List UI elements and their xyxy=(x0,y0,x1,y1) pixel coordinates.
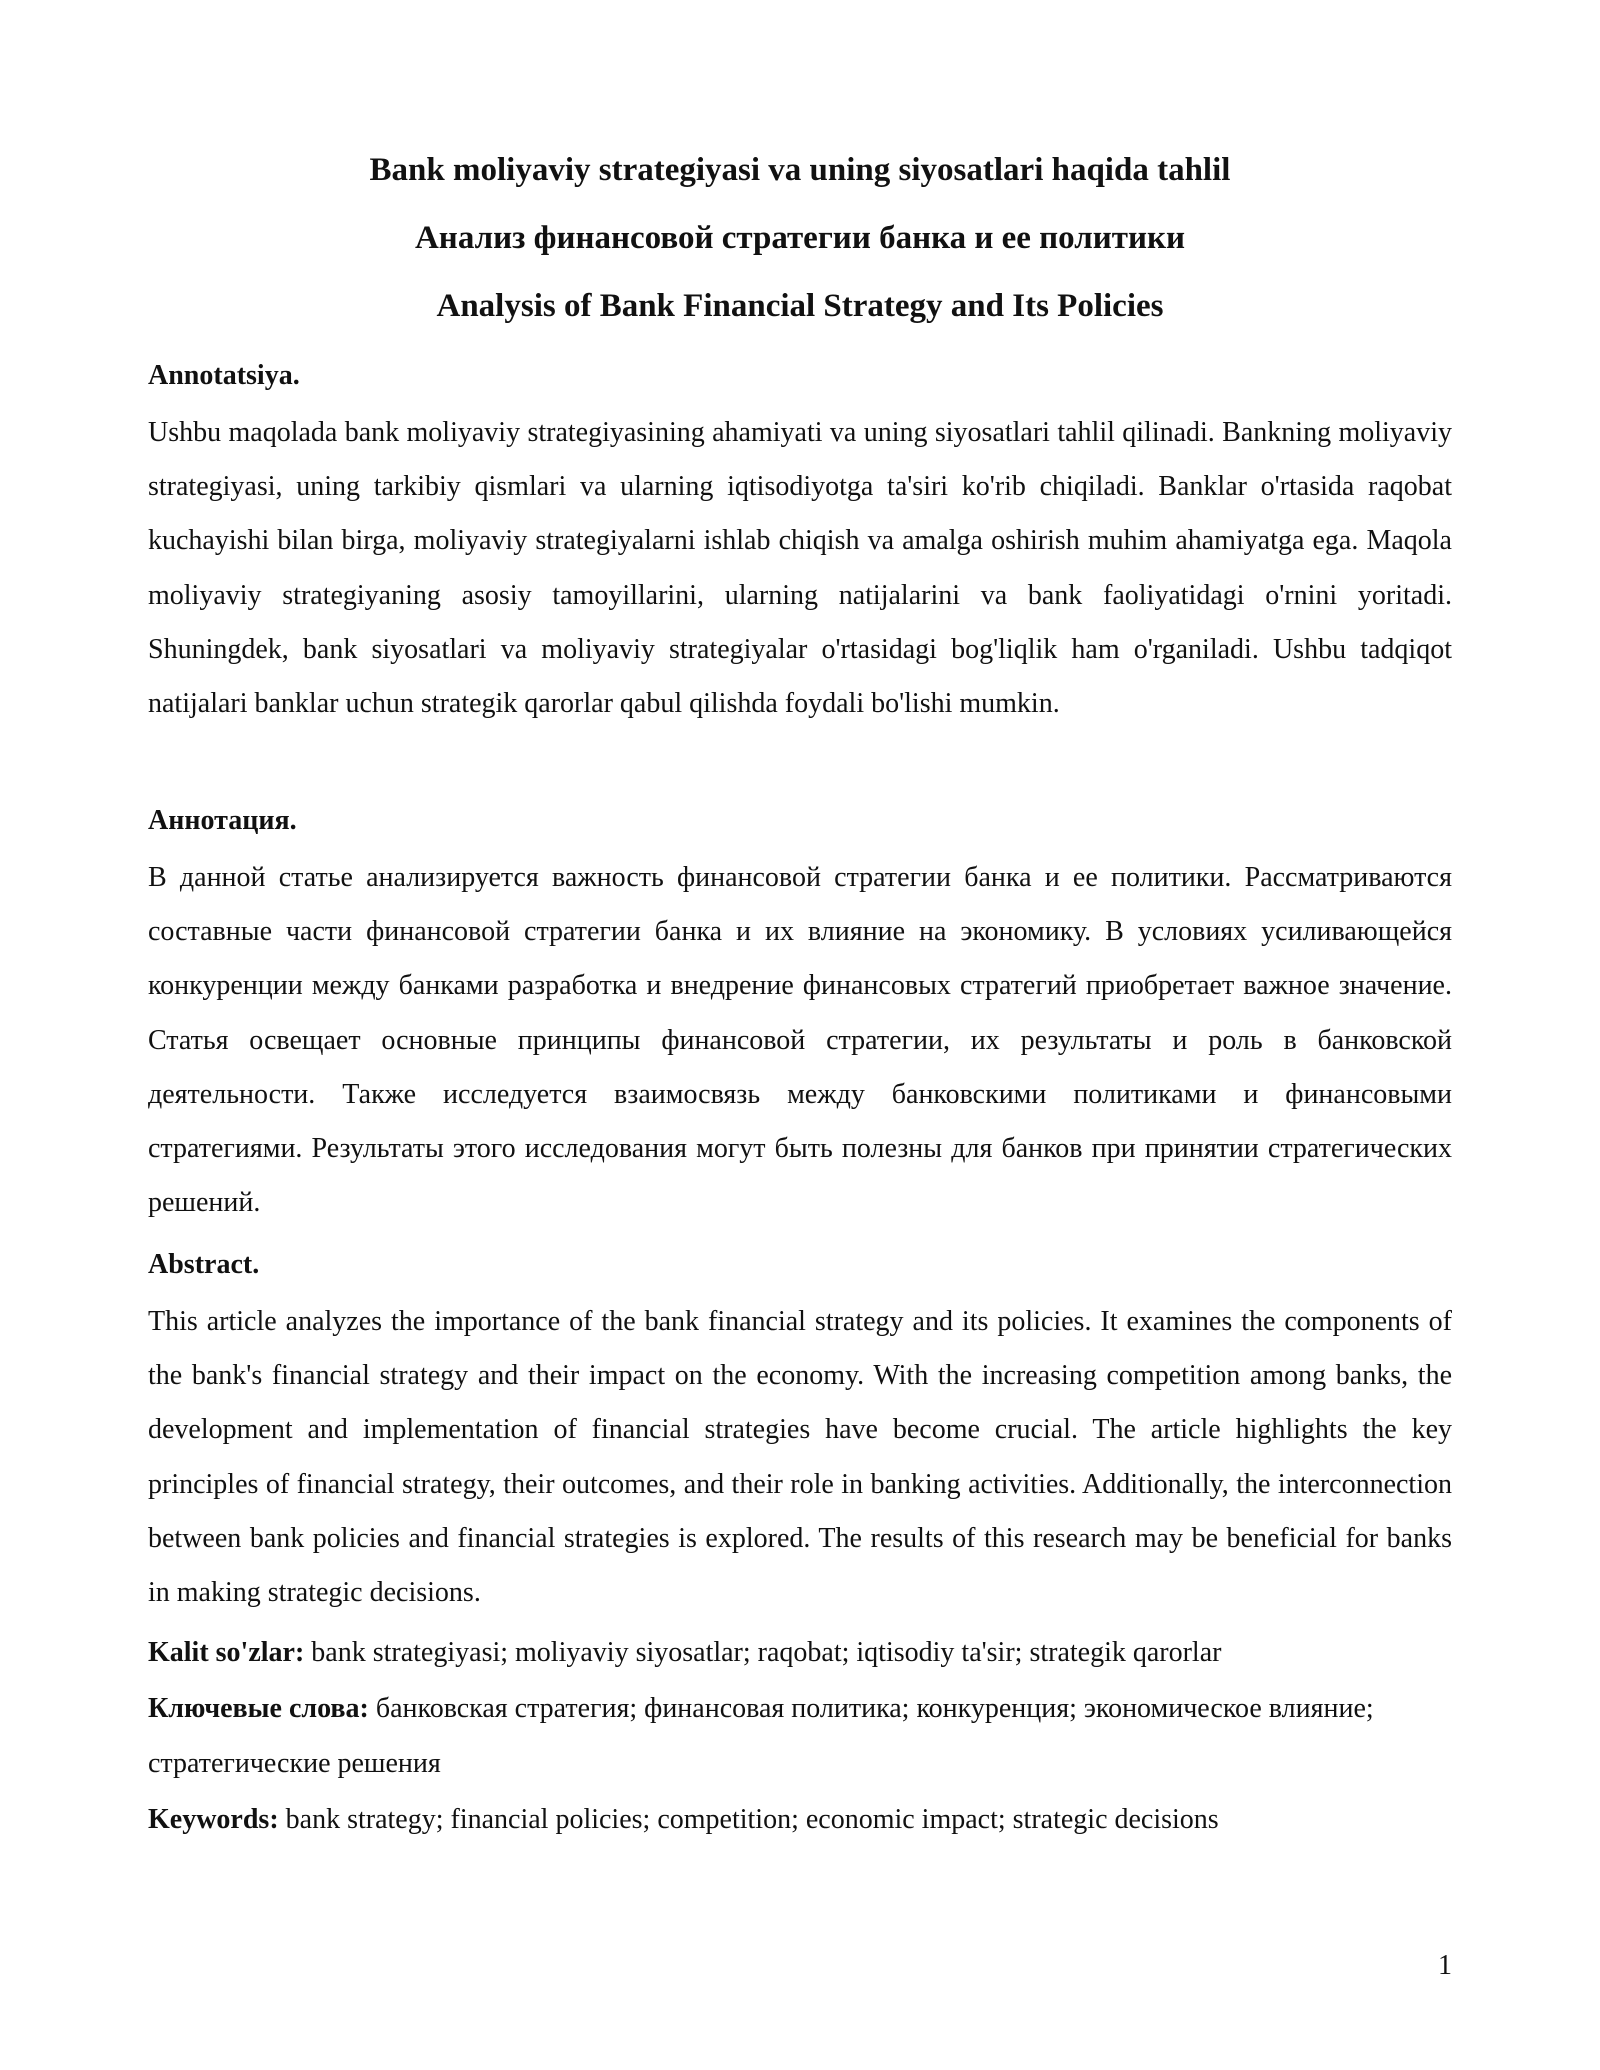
title-uzbek: Bank moliyaviy strategiyasi va uning siyosatlari haqida tahlil xyxy=(369,152,1231,188)
keywords-english xyxy=(148,1792,1452,1847)
abstract-text-uzbek: Ushbu maqolada bank moliyaviy strategiyasining ahamiyati va uning siyosatlari tahlil qilinadi. Bankning moliyaviy strategiyasi, uning tarkibiy qismlari va ularning iqtisodiyotga ta'siri ko'rib chiqiladi. Banklar o'rtasida raqobat kuchayishi bilan birga, moliyaviy strategiyalarni ishlab chiqish va amalga oshirish muhim ahamiyatga ega. Maqola moliyaviy strategiyaning asosiy tamoyillarini, ularning natijalarini va bank faoliyatidagi o'rnini yoritadi. Shuningdek, bank siyosatlari va moliyaviy strategiyalar o'rtasidagi bog'liqlik ham o'rganiladi. Ushbu tadqiqot natijalari banklar uchun strategik qarorlar qabul qilishda foydali bo'lishi mumkin. xyxy=(148,417,1452,720)
abstract-heading-russian: Аннотация. xyxy=(148,805,297,836)
keywords-text-uzbek: bank strategiyasi; moliyaviy siyosatlar; raqobat; iqtisodiy ta'sir; strategik qarorlar xyxy=(304,1637,1222,1668)
abstract-text-russian: В данной статье анализируется важность финансовой стратегии банка и ее политики. Рассматриваются составные части финансовой стратегии банка и их влияние на экономику. В условиях усиливающейся конкуренции между банками разработка и внедрение финансовых стратегий приобретает важное значение. Статья освещает основные принципы финансовой стратегии, их результаты и роль в банковской деятельности. Также исследуется взаимосвязь между банковскими политиками и финансовыми стратегиями. Результаты этого исследования могут быть полезны для банков при принятии стратегических решений. xyxy=(148,862,1452,1219)
keywords-label-uzbek: Kalit so'zlar: xyxy=(148,1637,305,1668)
title-english: Analysis of Bank Financial Strategy and Its Policies xyxy=(436,288,1164,324)
abstract-text-english: This article analyzes the importance of the bank financial strategy and its policies. It examines the components of the bank's financial strategy and their impact on the economy. With the increasing competition among banks, the development and implementation of financial strategies have become crucial. The article highlights the key principles of financial strategy, their outcomes, and their role in banking activities. Additionally, the interconnection between bank policies and financial strategies is explored. The results of this research may be beneficial for banks in making strategic decisions. xyxy=(148,1306,1452,1609)
keywords-uzbek xyxy=(148,1625,1452,1680)
keywords-text-english: bank strategy; financial policies; competition; economic impact; strategic decisions xyxy=(278,1804,1219,1835)
keywords-label-english: Keywords: xyxy=(148,1804,279,1835)
keywords-russian xyxy=(148,1681,1452,1791)
abstract-heading-uzbek: Annotatsiya. xyxy=(148,360,300,391)
abstract-heading-english: Abstract. xyxy=(148,1249,260,1280)
page-number: 1 xyxy=(1438,1950,1452,1981)
title-russian: Анализ финансовой стратегии банка и ее политики xyxy=(414,220,1186,256)
keywords-text-russian: банковская стратегия; финансовая политика; конкуренция; экономическое влияние; стратегические решения xyxy=(148,1693,1374,1779)
keywords-label-russian: Ключевые слова: xyxy=(148,1693,369,1724)
